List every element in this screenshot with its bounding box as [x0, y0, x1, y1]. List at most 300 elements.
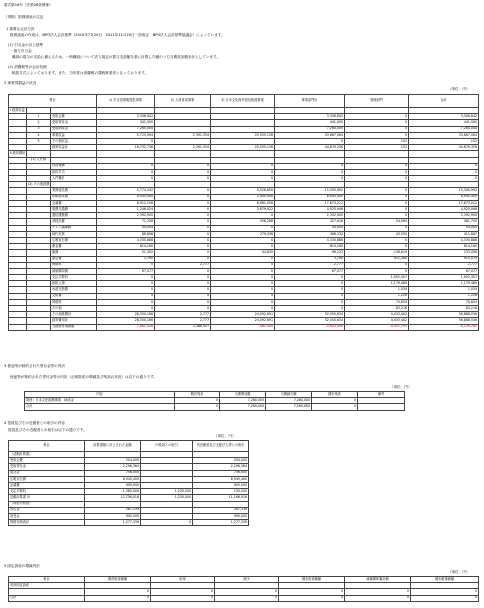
value-cell: 0 — [85, 595, 151, 601]
table-header-row — [9, 441, 249, 452]
value-cell: 88,896 — [97, 231, 155, 237]
section-title: （別紙）財務諸表の注記 — [4, 15, 44, 19]
value-cell: 1,030 — [345, 287, 409, 293]
value-cell: 0 — [97, 293, 155, 299]
value-cell: 427,616 — [275, 219, 345, 225]
value-cell: 24,092,691 — [211, 318, 275, 324]
index-cell: 4 — [27, 132, 51, 138]
value-cell: 1,230,000 — [141, 495, 193, 501]
value-cell: 4,433,402 — [345, 318, 409, 324]
value-cell: 25,555,136 — [211, 132, 275, 138]
value-cell: 0 — [411, 589, 479, 595]
s3-unit: （単位：円） — [390, 385, 412, 389]
value-cell: 70,604 — [345, 299, 409, 305]
value-cell: 15,300,992 — [409, 188, 479, 194]
item-label: 交際費 — [51, 293, 97, 299]
note-paragraph-1: 財務諸表の作成は、NPO法人会計基準（2010年7月20日 2011年11月20日一部改正 NPO法人会計基準協議会）によっています。 — [10, 33, 225, 37]
value-cell: 0 — [345, 188, 409, 194]
value-cell: 3,790 — [97, 256, 155, 262]
value-cell: 0 — [155, 225, 211, 231]
value-cell: 0 — [155, 244, 211, 250]
value-cell: 0 — [345, 126, 409, 132]
item-label: 委託金 — [9, 470, 85, 476]
value-cell: 0 — [155, 213, 211, 219]
value-cell: 0 — [97, 262, 155, 268]
value-cell: 2,777 — [409, 262, 479, 268]
column-header: 期首取得価額 — [85, 577, 151, 583]
item-label: 租税公課 — [51, 281, 97, 287]
item-label: 活動計算書 計 — [9, 495, 85, 501]
value-cell: 814,160 — [275, 244, 345, 250]
value-cell: 5,774,342 — [97, 188, 155, 194]
value-cell: 7,260,000 — [266, 404, 312, 410]
value-cell: 756,000 — [193, 470, 249, 476]
value-cell: 0 — [155, 299, 211, 305]
column-header: 取得 — [151, 577, 215, 583]
column-header: 期末帳簿価額 — [411, 577, 479, 583]
value-cell: -4,603,490 — [275, 324, 345, 330]
value-cell: 3,790 — [275, 256, 345, 262]
column-header: 合計 — [409, 95, 479, 108]
section-cell: Ⅱ 経常費用 — [10, 151, 26, 156]
value-cell: 0 — [211, 244, 275, 250]
value-cell: 911,280 — [345, 256, 409, 262]
value-cell: 441,000 — [275, 120, 345, 126]
value-cell: 1,226 — [345, 293, 409, 299]
section-cell — [9, 324, 27, 330]
value-cell: 0 — [155, 281, 211, 287]
item-label: ゲスト講師費 — [51, 225, 97, 231]
value-cell: 0 — [345, 262, 409, 268]
value-cell: 900,000 — [193, 482, 249, 488]
value-cell: 54,004 — [275, 225, 345, 231]
value-cell: 12,756,018 — [85, 495, 141, 501]
item-label: 合計 — [9, 595, 85, 601]
column-header: 備考 — [358, 392, 405, 398]
value-cell: 0 — [141, 520, 193, 526]
value-cell: -9,139,283 — [409, 324, 479, 330]
value-cell: 411,887 — [409, 231, 479, 237]
value-cell: 24,092,691 — [211, 312, 275, 318]
value-cell: 4,433,402 — [345, 312, 409, 318]
value-cell: 136,819 — [345, 250, 409, 256]
value-cell: 1,226 — [409, 293, 479, 299]
item-label: その他収益 — [51, 138, 97, 144]
column-header: 科目 — [9, 95, 97, 108]
value-cell: 287,339 — [193, 507, 249, 513]
value-cell: 1,952,457 — [409, 275, 479, 281]
item-label: 会議費 — [51, 200, 97, 206]
value-cell: 2,400,000 — [211, 194, 275, 200]
value-cell: 28,350,166 — [97, 312, 155, 318]
value-cell: 0 — [211, 163, 275, 169]
value-cell: 0 — [155, 163, 211, 169]
value-cell: 0 — [312, 398, 358, 404]
value-cell: 17,873,212 — [275, 200, 345, 206]
value-cell: 96,237 — [275, 250, 345, 256]
value-cell: 441,000 — [409, 120, 479, 126]
value-cell: 0 — [345, 244, 409, 250]
value-cell: 152 — [345, 145, 409, 151]
table-row — [9, 520, 249, 526]
value-cell: -7,661,428 — [97, 324, 155, 330]
value-cell: 2,777 — [155, 312, 211, 318]
value-cell: 11,166,018 — [193, 495, 249, 501]
column-header: 事業部門計 — [275, 95, 345, 108]
table-row — [25, 404, 405, 410]
value-cell: 356,288 — [211, 219, 275, 225]
value-cell: -562,445 — [211, 324, 275, 330]
value-cell: 2,777 — [275, 262, 345, 268]
column-header: 2) 人材育成事業 — [155, 95, 211, 108]
item-label: 受取会費 — [9, 458, 85, 464]
note-heading-1b: (2) 消費税等の会計処理 — [8, 65, 47, 69]
item-label: 雑費 — [51, 250, 97, 256]
value-cell: 0 — [155, 287, 211, 293]
index-cell: 1 — [27, 114, 51, 120]
value-cell: 0 — [312, 404, 358, 410]
column-header: 3) 日本文化海外発信推進事業 — [211, 95, 275, 108]
note-heading-1: 1 重要な会計方針 — [6, 27, 35, 31]
value-cell: 0 — [279, 595, 345, 601]
value-cell: 0 — [275, 176, 345, 182]
value-cell: 368,332 — [275, 231, 345, 237]
value-cell: 990,000 — [85, 513, 141, 519]
item-label: その他 — [51, 306, 97, 312]
table-header-row — [9, 95, 479, 108]
value-cell: 0 — [345, 589, 411, 595]
item-label: 広報宣伝費 — [9, 476, 85, 482]
item-label: 旅費交通費 — [51, 207, 97, 213]
item-label: 減価償却費 — [51, 268, 97, 274]
column-header: 期末取得価額 — [279, 577, 345, 583]
index-cell: 5 — [27, 138, 51, 144]
value-cell: 0 — [155, 306, 211, 312]
value-cell: 0 — [345, 237, 409, 243]
value-cell: 15,300,992 — [275, 188, 345, 194]
value-cell: 0 — [97, 281, 155, 287]
value-cell: 83,216 — [409, 306, 479, 312]
column-header: 計算書類に計上された金額 — [85, 441, 141, 452]
value-cell: 0 — [345, 194, 409, 200]
column-header: 科目 — [9, 577, 85, 583]
value-cell: 5,725,094 — [97, 132, 155, 138]
s3-desc: 使途等が制約された寄付金等の内訳（正味財産の増減及び残高の状況）は以下の通りです。 — [10, 375, 158, 379]
item-label: （貸借対照表） — [9, 501, 85, 507]
fixed-assets-table — [8, 576, 479, 602]
value-cell: 0 — [215, 595, 279, 601]
s3-title: 3 使途等が制約された寄付金等の内訳 — [4, 364, 65, 368]
value-cell: 33,667,564 — [409, 132, 479, 138]
value-cell: 0 — [345, 169, 409, 175]
value-cell: 0 — [155, 219, 211, 225]
value-cell: 0 — [345, 163, 409, 169]
value-cell: 25,555,136 — [211, 145, 275, 151]
value-cell: 0 — [409, 176, 479, 182]
value-cell: 0 — [211, 293, 275, 299]
value-cell: 4,545,400 — [97, 194, 155, 200]
segment-pl-table — [8, 94, 479, 331]
value-cell: 135,000 — [193, 489, 249, 495]
value-cell: 287,339 — [85, 507, 141, 513]
s5-title: 5 固定資産の増減内訳 — [4, 564, 40, 568]
value-cell: 17,873,212 — [409, 200, 479, 206]
value-cell: 0 — [211, 281, 275, 287]
item-label: 受取会費 — [51, 114, 97, 120]
value-cell: 0 — [155, 256, 211, 262]
value-cell: 756,000 — [85, 470, 141, 476]
value-cell: 2,296,364 — [85, 464, 141, 470]
value-cell: 0 — [85, 589, 151, 595]
value-cell: 56,888,036 — [409, 318, 479, 324]
column-header: 減少 — [215, 577, 279, 583]
value-cell: 0 — [155, 207, 211, 213]
value-cell: 0 — [275, 287, 345, 293]
value-cell: 0 — [155, 237, 211, 243]
value-cell: 0 — [345, 207, 409, 213]
value-cell: 54,084 — [345, 219, 409, 225]
value-cell: 33,667,564 — [275, 132, 345, 138]
item-label: 諸会費 — [51, 256, 97, 262]
related-party-table — [8, 440, 249, 526]
value-cell: 6,945,400 — [275, 194, 345, 200]
value-cell: 8,912,156 — [97, 200, 155, 206]
column-header: 減価償却累計額 — [345, 577, 411, 583]
value-cell: 7,260,000 — [266, 398, 312, 404]
value-cell: 0 — [345, 120, 409, 126]
value-cell: 0 — [155, 250, 211, 256]
value-cell: 67,077 — [409, 268, 479, 274]
value-cell: 83,216 — [345, 306, 409, 312]
value-cell: 56,888,036 — [409, 312, 479, 318]
item-label: 役員報酬 — [51, 163, 97, 169]
column-header: 当期減少額 — [266, 392, 312, 398]
value-cell: 0 — [345, 268, 409, 274]
value-cell: 814,160 — [97, 244, 155, 250]
value-cell: 0 — [211, 275, 275, 281]
item-label: 経常収益計 — [51, 145, 97, 151]
value-cell: 0 — [155, 293, 211, 299]
value-cell: 0 — [97, 299, 155, 305]
item-label: 業務委託費 — [51, 188, 97, 194]
value-cell: 0 — [211, 256, 275, 262]
value-cell: 0 — [345, 213, 409, 219]
value-cell: 0 — [211, 225, 275, 231]
value-cell: 3,679,922 — [211, 207, 275, 213]
value-cell: 814,160 — [409, 244, 479, 250]
item-label: 受取寄付金 — [9, 464, 85, 470]
value-cell: 900,000 — [85, 482, 141, 488]
value-cell: 0 — [155, 169, 211, 175]
value-cell: 0 — [97, 176, 155, 182]
column-header: 期末残高 — [312, 392, 358, 398]
value-cell: 6,945,400 — [409, 194, 479, 200]
unit-label: （単位：円） — [448, 87, 470, 91]
value-cell: 0 — [275, 299, 345, 305]
value-cell: 1,179,489 — [345, 281, 409, 287]
value-cell: 0 — [175, 398, 220, 404]
value-cell: 0 — [275, 275, 345, 281]
value-cell: 0 — [211, 268, 275, 274]
value-cell: 0 — [275, 306, 345, 312]
value-cell: 0 — [409, 163, 479, 169]
value-cell: 1,246,024 — [97, 207, 155, 213]
value-cell: 44,835 — [211, 250, 275, 256]
value-cell: 0 — [155, 231, 211, 237]
value-cell: 6,945,400 — [85, 476, 141, 482]
value-cell: 0 — [345, 595, 411, 601]
item-label: 保険料 — [51, 262, 97, 268]
section-cell: Ⅰ 経常収益 — [10, 107, 25, 112]
value-cell: 67,077 — [275, 268, 345, 274]
s5-unit: （単位：円） — [448, 570, 470, 574]
value-cell: 2,392,900 — [275, 213, 345, 219]
value-cell: 204,000 — [85, 458, 141, 464]
value-cell: 0 — [215, 589, 279, 595]
value-cell: 4,925,946 — [275, 207, 345, 213]
value-cell: 233,056 — [409, 250, 479, 256]
value-cell: 990,000 — [193, 513, 249, 519]
form-number: 書式第16号（法第28条関係） — [4, 3, 53, 7]
s4-title: 4 役員及びその近親者との取引の内容 — [4, 421, 65, 425]
index-cell: 2 — [27, 120, 51, 126]
value-cell: 2,392,900 — [97, 213, 155, 219]
value-cell: 4,925,946 — [409, 207, 479, 213]
item-label: 貸借対照表計 — [9, 520, 85, 526]
value-cell: 3,306,642 — [97, 114, 155, 120]
index-cell: 3 — [27, 126, 51, 132]
note-line-1a1: ・賞与引当金 — [10, 49, 32, 53]
value-cell: 0 — [97, 138, 155, 144]
value-cell: 1,030 — [409, 287, 479, 293]
value-cell: 2,777 — [155, 262, 211, 268]
value-cell: 28,350,166 — [97, 318, 155, 324]
value-cell: 0 — [175, 404, 220, 410]
value-cell: 441,000 — [97, 120, 155, 126]
value-cell: 67,077 — [97, 268, 155, 274]
value-cell: 2,392,900 — [409, 213, 479, 219]
item-label: 地代家賃 — [51, 231, 97, 237]
value-cell: 0 — [211, 287, 275, 293]
table-row — [9, 324, 479, 330]
value-cell: 0 — [155, 200, 211, 206]
column-header: 1) 多言語情報提供事業 — [97, 95, 155, 108]
item-label: 当期経常増減額 — [51, 324, 97, 330]
item-label: 支払手数料 — [51, 275, 97, 281]
item-label: 財団）日本文化振興事業 助成金 — [25, 398, 175, 404]
value-cell: 16,732,736 — [97, 145, 155, 151]
value-cell: 0 — [97, 306, 155, 312]
value-cell: 3,306,642 — [275, 114, 345, 120]
value-cell: 0 — [211, 299, 275, 305]
value-cell: 7,260,000 — [409, 126, 479, 132]
value-cell: 4,330,888 — [409, 237, 479, 243]
value-cell: 7,260,000 — [220, 404, 266, 410]
value-cell: 6,945,400 — [193, 476, 249, 482]
value-cell: 0 — [345, 176, 409, 182]
index-cell — [27, 324, 51, 330]
value-cell: 0 — [211, 237, 275, 243]
item-label: 賃借料 — [51, 299, 97, 305]
value-cell: 0 — [345, 114, 409, 120]
value-cell: 0 — [97, 287, 155, 293]
value-cell: 0 — [409, 169, 479, 175]
value-cell: 0 — [97, 169, 155, 175]
value-cell: 0 — [155, 275, 211, 281]
value-cell: 0 — [151, 589, 215, 595]
value-cell — [358, 404, 405, 410]
value-cell: 44,679,358 — [409, 145, 479, 151]
value-cell: 0 — [275, 281, 345, 287]
value-cell: 0 — [155, 268, 211, 274]
item-label: 人件費計 — [51, 176, 97, 182]
item-label: 通信運搬費 — [51, 213, 97, 219]
item-label: その他経費計 — [51, 312, 97, 318]
value-cell: 2,777 — [155, 318, 211, 324]
value-cell: 0 — [155, 176, 211, 182]
column-header: 期首残高 — [175, 392, 220, 398]
value-cell: 70,604 — [409, 299, 479, 305]
note-line-1b1: 税抜方式によっております。また、当年度は消費税の課税事業者となっております。 — [12, 71, 148, 75]
item-label: 消耗品費 — [51, 219, 97, 225]
value-cell: 0 — [411, 595, 479, 601]
item-label: 経常費用計 — [51, 318, 97, 324]
value-cell: 3,306,642 — [409, 114, 479, 120]
index-cell: (1) 人件費 — [27, 157, 51, 163]
note-line-1a2: 職員の賞与の支給に備えるため、一般職員について法人規定の賞与支給額を基に計算した額のうち当期負担額を計上しています。 — [12, 55, 220, 59]
column-header: 内役員との取引 — [141, 441, 193, 452]
item-label: 受取寄付金 — [51, 120, 97, 126]
item-label: 支払手数料 — [9, 489, 85, 495]
value-cell: 71,328 — [97, 219, 155, 225]
value-cell: 0 — [211, 262, 275, 268]
value-cell: 1,952,457 — [345, 275, 409, 281]
value-cell: 1,277,339 — [85, 520, 141, 526]
value-cell: 52,450,634 — [275, 318, 345, 324]
value-cell: 915,070 — [409, 256, 479, 262]
value-cell: 0 — [279, 589, 345, 595]
value-cell: 2,391,334 — [155, 132, 211, 138]
column-header: 内近親者及び支配法人等との取引 — [193, 441, 249, 452]
column-header: 内容 — [25, 392, 175, 398]
value-cell: 0 — [211, 169, 275, 175]
value-cell: 0 — [275, 163, 345, 169]
value-cell: 7,260,000 — [275, 126, 345, 132]
value-cell: 9,526,650 — [211, 188, 275, 194]
value-cell: 8,961,056 — [211, 200, 275, 206]
note-heading-2: 2 事業別損益の状況 — [4, 81, 37, 85]
item-label: 合計 — [25, 404, 175, 410]
value-cell: 0 — [97, 275, 155, 281]
value-cell: 0 — [345, 200, 409, 206]
item-label: 有形固定資産 — [9, 583, 85, 589]
value-cell: 2,296,364 — [193, 464, 249, 470]
column-header: 当期増加額 — [220, 392, 266, 398]
value-cell: 152 — [409, 138, 479, 144]
table-row — [9, 595, 479, 601]
item-label: 会議費 — [9, 482, 85, 488]
value-cell: 1,365,000 — [85, 489, 141, 495]
value-cell: 0 — [155, 188, 211, 194]
value-cell: 44,679,206 — [275, 145, 345, 151]
value-cell: 0 — [155, 194, 211, 200]
value-cell: 4,330,888 — [275, 237, 345, 243]
value-cell: 0 — [151, 595, 215, 601]
value-cell: 43,555 — [345, 231, 409, 237]
value-cell: 481,700 — [409, 219, 479, 225]
value-cell: 1,179,489 — [409, 281, 479, 287]
value-cell: 7,260,000 — [97, 126, 155, 132]
